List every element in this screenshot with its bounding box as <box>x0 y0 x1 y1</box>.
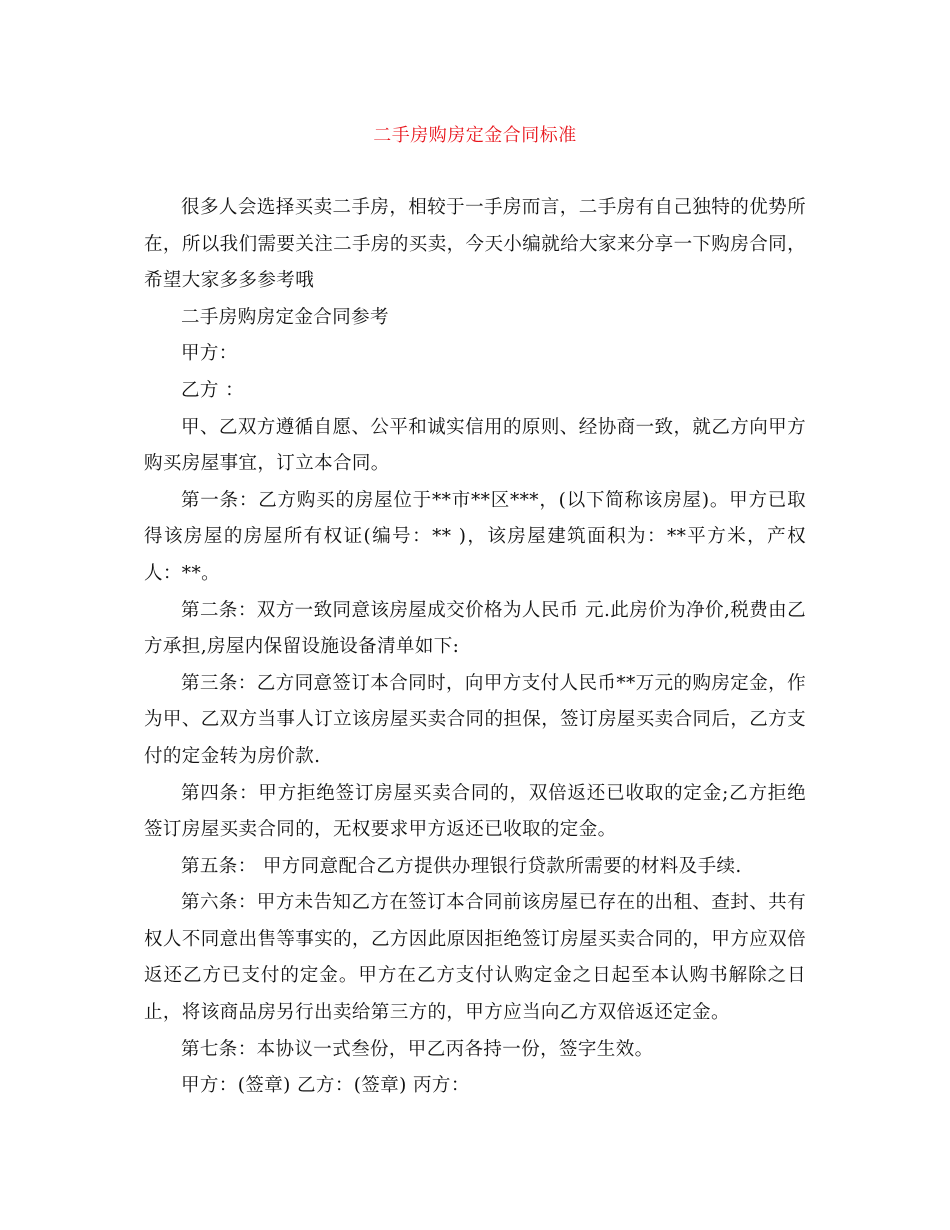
signature-line: 甲方：(签章) 乙方：(签章) 丙方： <box>181 1075 470 1097</box>
clause-6: 第六条：甲方未告知乙方在签订本合同前该房屋已存在的出租、查封、共有权人不同意出售等事实的，乙方因此原因拒绝签订房屋买卖合同的，甲方应双倍返还乙方已支付的定金。甲方在乙方支付认购定金之日起至本认购书解除之日止，将该商品房另行出卖给第三方的，甲方应当向乙方双倍返还定金。 <box>144 892 806 1024</box>
clause-3: 第三条：乙方同意签订本合同时，向甲方支付人民币**万元的购房定金，作为甲、乙双方当事人订立该房屋买卖合同的担保，签订房屋买卖合同后，乙方支付的定金转为房价款. <box>144 672 806 767</box>
clause-4: 第四条：甲方拒绝签订房屋买卖合同的，双倍返还已收取的定金;乙方拒绝签订房屋买卖合同的，无权要求甲方返还已收取的定金。 <box>144 782 806 841</box>
clause-2: 第二条：双方一致同意该房屋成交价格为人民币 元.此房价为净价,税费由乙方承担,房屋内保留设施设备清单如下: <box>144 599 806 658</box>
party-b-line: 乙方 ： <box>181 379 244 401</box>
document-body <box>144 190 806 1105</box>
preamble-paragraph: 甲、乙双方遵循自愿、公平和诚实信用的原则、经协商一致，就乙方向甲方购买房屋事宜，订立本合同。 <box>144 416 806 475</box>
intro-paragraph: 很多人会选择买卖二手房，相较于一手房而言，二手房有自己独特的优势所在，所以我们需要关注二手房的买卖，今天小编就给大家来分享一下购房合同，希望大家多多参考哦 <box>144 197 806 292</box>
clause-7: 第七条：本协议一式叁份，甲乙丙各持一份，签字生效。 <box>181 1038 654 1060</box>
clause-5: 第五条： 甲方同意配合乙方提供办理银行贷款所需要的材料及手续. <box>181 855 742 877</box>
contract-heading: 二手房购房定金合同参考 <box>181 306 389 328</box>
clause-1: 第一条：乙方购买的房屋位于**市**区***，(以下简称该房屋)。甲方已取得该房屋的房屋所有权证(编号：** )，该房屋建筑面积为：**平方米，产权人：**。 <box>144 489 806 584</box>
party-a-line: 甲方： <box>181 343 238 365</box>
document-title: 二手房购房定金合同标准 <box>373 125 577 146</box>
